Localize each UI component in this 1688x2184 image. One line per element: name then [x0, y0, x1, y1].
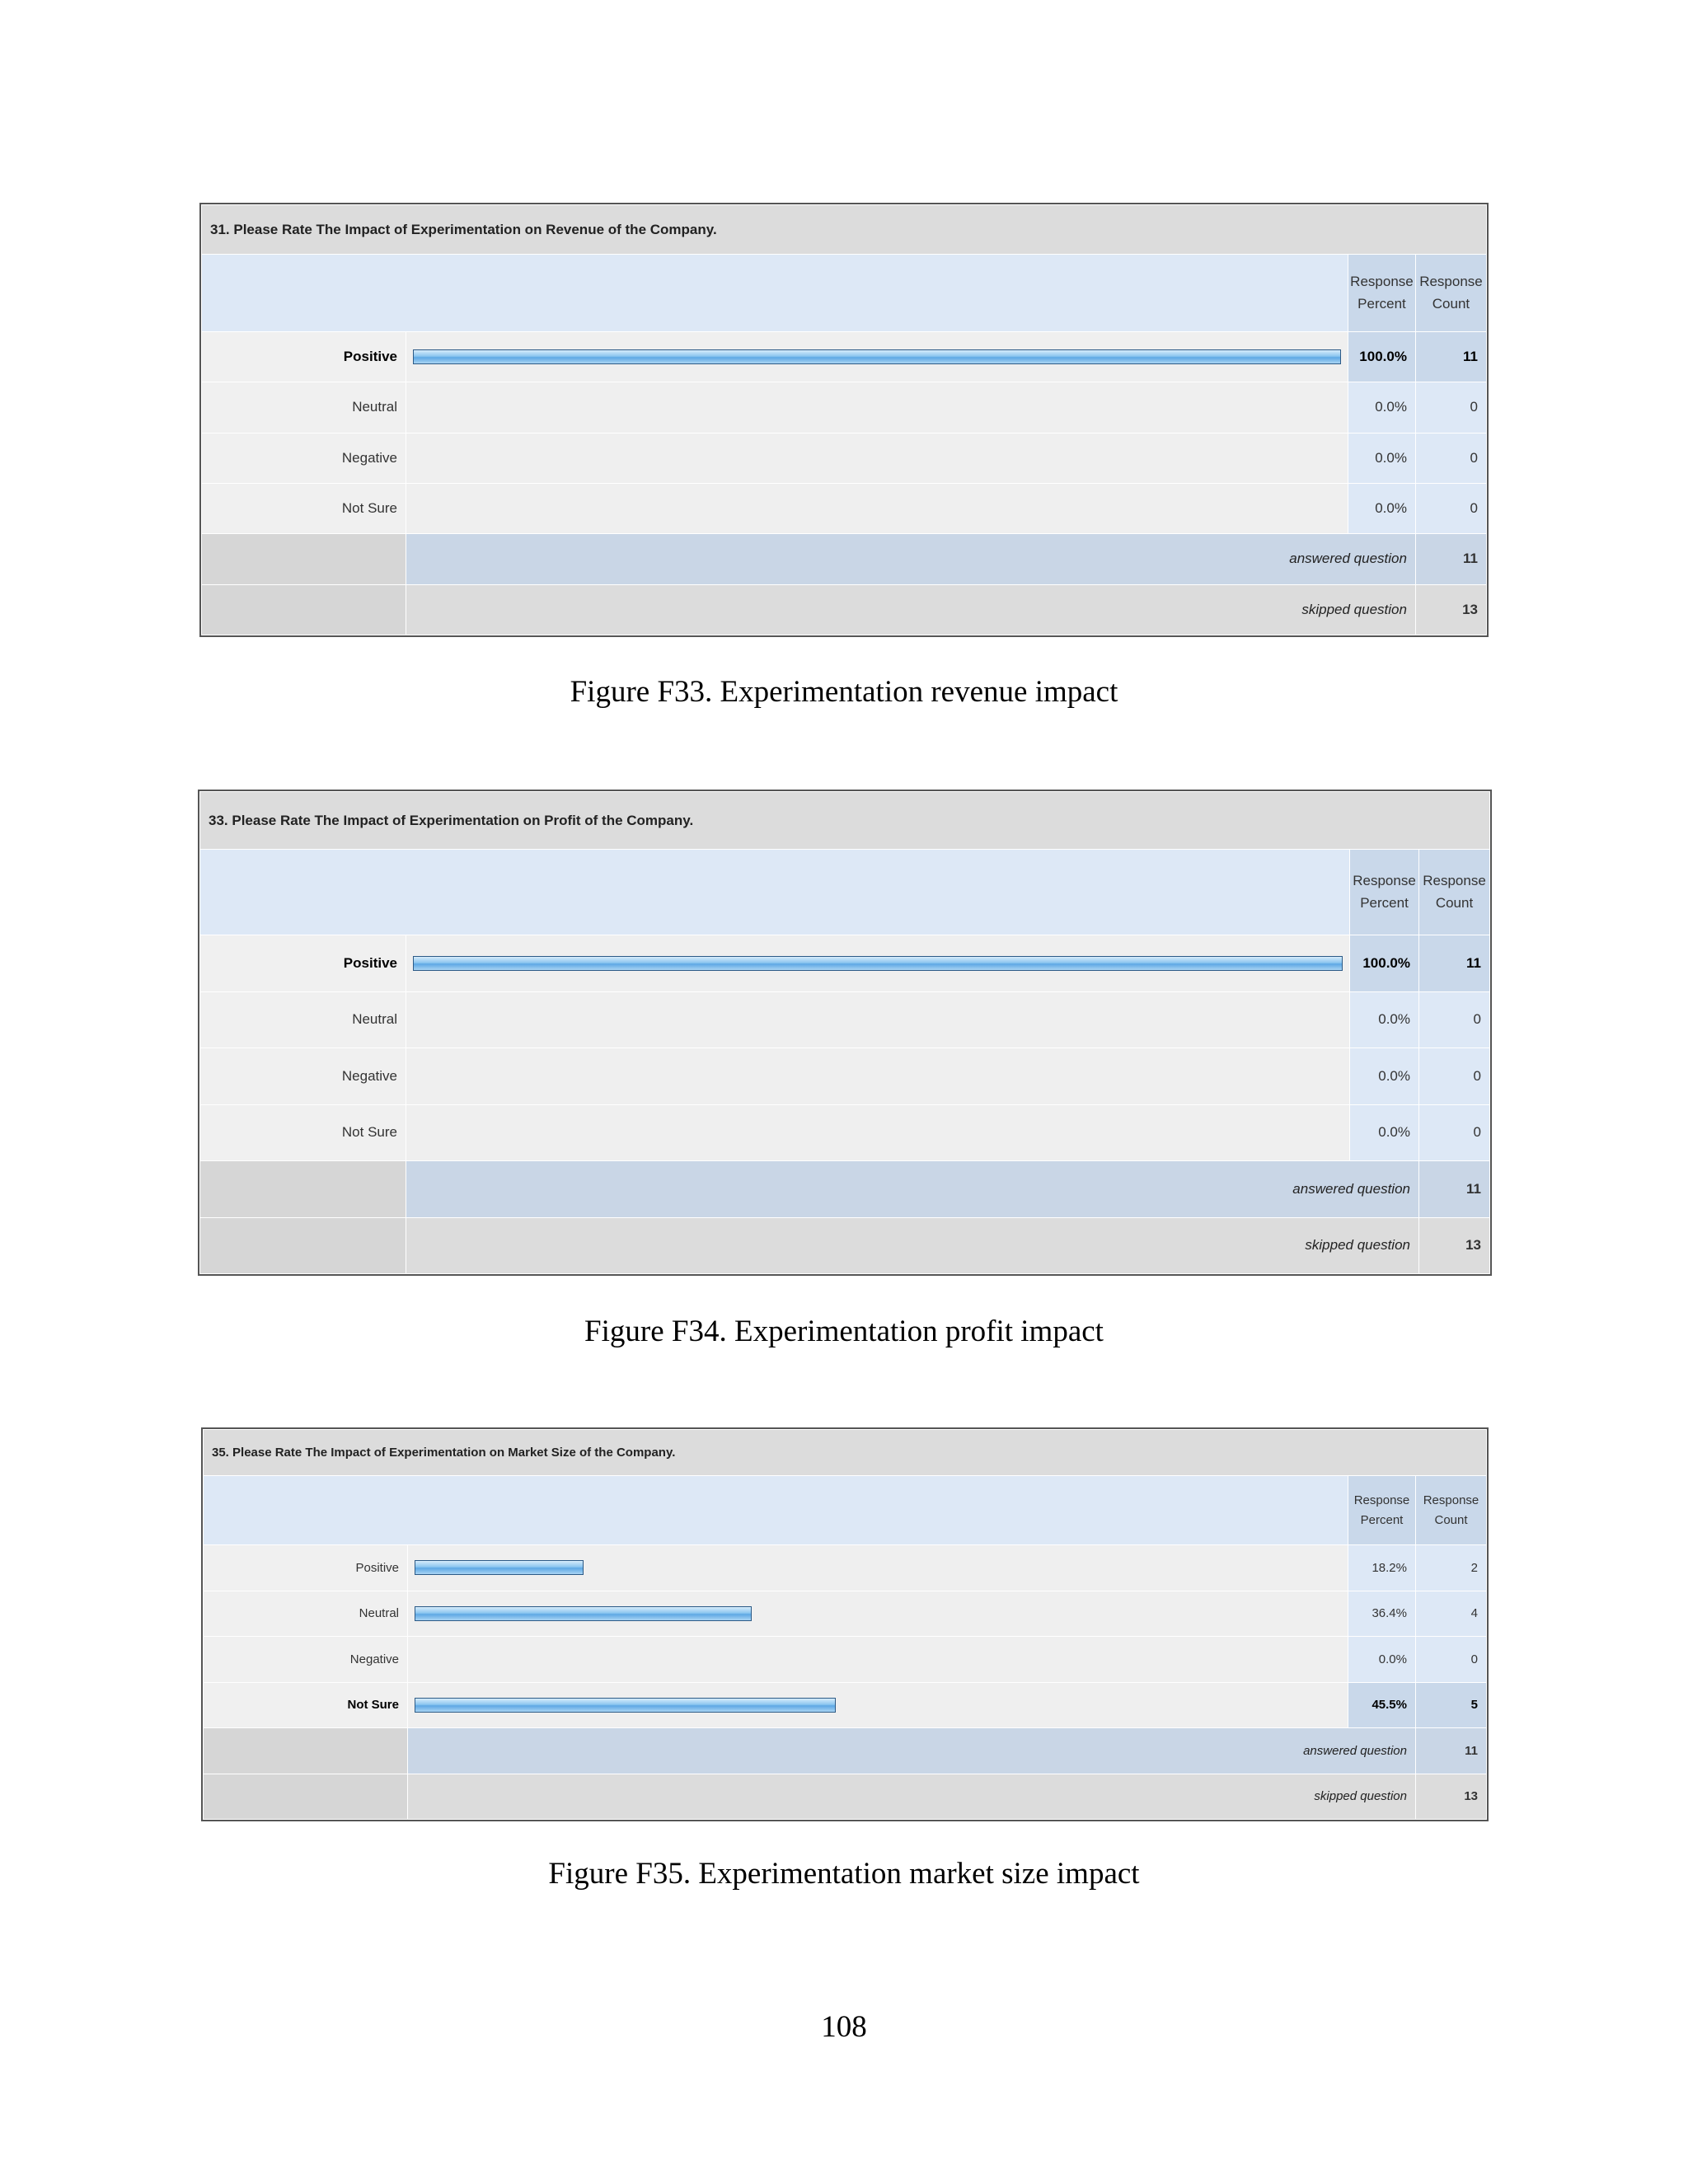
- response-percent: 0.0%: [1348, 382, 1415, 433]
- figure-caption: Figure F33. Experimentation revenue impact: [570, 675, 1118, 709]
- response-percent: 0.0%: [1350, 1048, 1419, 1105]
- skipped-label: skipped question: [406, 584, 1416, 635]
- option-row: [204, 1591, 1487, 1637]
- response-percent: 0.0%: [1348, 483, 1415, 533]
- answered-count: 11: [1416, 1728, 1487, 1774]
- survey-table-market-size: [201, 1427, 1489, 1821]
- bar-cell: [406, 433, 1348, 483]
- response-percent-header: Response Percent: [1350, 850, 1419, 935]
- option-label: Negative: [200, 1048, 406, 1105]
- response-percent: 0.0%: [1350, 1104, 1419, 1161]
- response-percent: 100.0%: [1348, 332, 1415, 382]
- response-count-header: Response Count: [1419, 850, 1490, 935]
- bar-cell: [408, 1637, 1348, 1683]
- bar-cell: [406, 991, 1350, 1048]
- response-bar: [415, 1698, 836, 1713]
- figure-caption: Figure F35. Experimentation market size impact: [548, 1857, 1140, 1891]
- skipped-label: skipped question: [406, 1217, 1419, 1274]
- response-count-header: Response Count: [1415, 255, 1486, 332]
- response-percent: 100.0%: [1350, 935, 1419, 992]
- option-row: [200, 991, 1490, 1048]
- response-count: 0: [1416, 1637, 1487, 1683]
- header-blank: [202, 255, 1348, 332]
- response-count-header: Response Count: [1416, 1476, 1487, 1545]
- option-row: [200, 1104, 1490, 1161]
- response-bar: [413, 349, 1341, 364]
- answered-label: answered question: [406, 534, 1416, 584]
- response-count: 0: [1415, 483, 1486, 533]
- summary-blank: [200, 1161, 406, 1218]
- answered-row: [204, 1728, 1487, 1774]
- page-number: 108: [821, 2010, 867, 2044]
- bar-cell: [406, 332, 1348, 382]
- question-title: 35. Please Rate The Impact of Experimentation on Market Size of the Company.: [204, 1430, 1487, 1476]
- option-label: Neutral: [200, 991, 406, 1048]
- bar-cell: [408, 1682, 1348, 1728]
- response-count: 2: [1416, 1545, 1487, 1591]
- bar-cell: [406, 483, 1348, 533]
- skipped-row: [200, 1217, 1490, 1274]
- skipped-count: 13: [1419, 1217, 1490, 1274]
- option-row: [202, 483, 1487, 533]
- question-title: 31. Please Rate The Impact of Experimentation on Revenue of the Company.: [202, 205, 1487, 255]
- answered-row: [200, 1161, 1490, 1218]
- survey-table-revenue: [199, 203, 1489, 637]
- option-label: Negative: [202, 433, 406, 483]
- response-count: 4: [1416, 1591, 1487, 1637]
- response-percent-header: Response Percent: [1348, 1476, 1416, 1545]
- response-count: 0: [1415, 433, 1486, 483]
- skipped-label: skipped question: [408, 1774, 1416, 1820]
- option-row: [202, 382, 1487, 433]
- answered-label: answered question: [406, 1161, 1419, 1218]
- option-label: Not Sure: [204, 1682, 408, 1728]
- response-count: 0: [1419, 1104, 1490, 1161]
- option-row: [200, 1048, 1490, 1105]
- option-label: Positive: [202, 332, 406, 382]
- answered-count: 11: [1419, 1161, 1490, 1218]
- response-bar: [413, 956, 1343, 971]
- figure-caption: Figure F34. Experimentation profit impact: [584, 1315, 1104, 1348]
- option-label: Positive: [204, 1545, 408, 1591]
- option-label: Not Sure: [202, 483, 406, 533]
- response-count: 11: [1415, 332, 1486, 382]
- response-percent: 36.4%: [1348, 1591, 1416, 1637]
- option-row: [204, 1637, 1487, 1683]
- response-percent: 0.0%: [1348, 433, 1415, 483]
- summary-blank: [200, 1217, 406, 1274]
- question-title: 33. Please Rate The Impact of Experimentation on Profit of the Company.: [200, 792, 1490, 850]
- header-blank: [204, 1476, 1348, 1545]
- bar-cell: [406, 1104, 1350, 1161]
- summary-blank: [202, 584, 406, 635]
- answered-label: answered question: [408, 1728, 1416, 1774]
- bar-cell: [406, 1048, 1350, 1105]
- response-count: 11: [1419, 935, 1490, 992]
- answered-row: [202, 534, 1487, 584]
- option-label: Negative: [204, 1637, 408, 1683]
- response-percent: 45.5%: [1348, 1682, 1416, 1728]
- bar-cell: [408, 1545, 1348, 1591]
- summary-blank: [204, 1728, 408, 1774]
- skipped-row: [204, 1774, 1487, 1820]
- response-count: 0: [1419, 991, 1490, 1048]
- option-row: [204, 1545, 1487, 1591]
- bar-cell: [406, 935, 1350, 992]
- response-percent: 0.0%: [1350, 991, 1419, 1048]
- response-bar: [415, 1606, 752, 1621]
- option-label: Positive: [200, 935, 406, 992]
- response-percent-header: Response Percent: [1348, 255, 1415, 332]
- response-percent: 0.0%: [1348, 1637, 1416, 1683]
- option-label: Neutral: [204, 1591, 408, 1637]
- option-row: [204, 1682, 1487, 1728]
- option-row: [200, 935, 1490, 992]
- skipped-count: 13: [1415, 584, 1486, 635]
- skipped-row: [202, 584, 1487, 635]
- bar-cell: [408, 1591, 1348, 1637]
- response-count: 5: [1416, 1682, 1487, 1728]
- summary-blank: [204, 1774, 408, 1820]
- skipped-count: 13: [1416, 1774, 1487, 1820]
- option-row: [202, 332, 1487, 382]
- option-label: Neutral: [202, 382, 406, 433]
- response-bar: [415, 1560, 584, 1575]
- header-blank: [200, 850, 1350, 935]
- response-count: 0: [1415, 382, 1486, 433]
- bar-cell: [406, 382, 1348, 433]
- survey-table-profit: [198, 790, 1492, 1276]
- option-row: [202, 433, 1487, 483]
- summary-blank: [202, 534, 406, 584]
- option-label: Not Sure: [200, 1104, 406, 1161]
- response-count: 0: [1419, 1048, 1490, 1105]
- response-percent: 18.2%: [1348, 1545, 1416, 1591]
- answered-count: 11: [1415, 534, 1486, 584]
